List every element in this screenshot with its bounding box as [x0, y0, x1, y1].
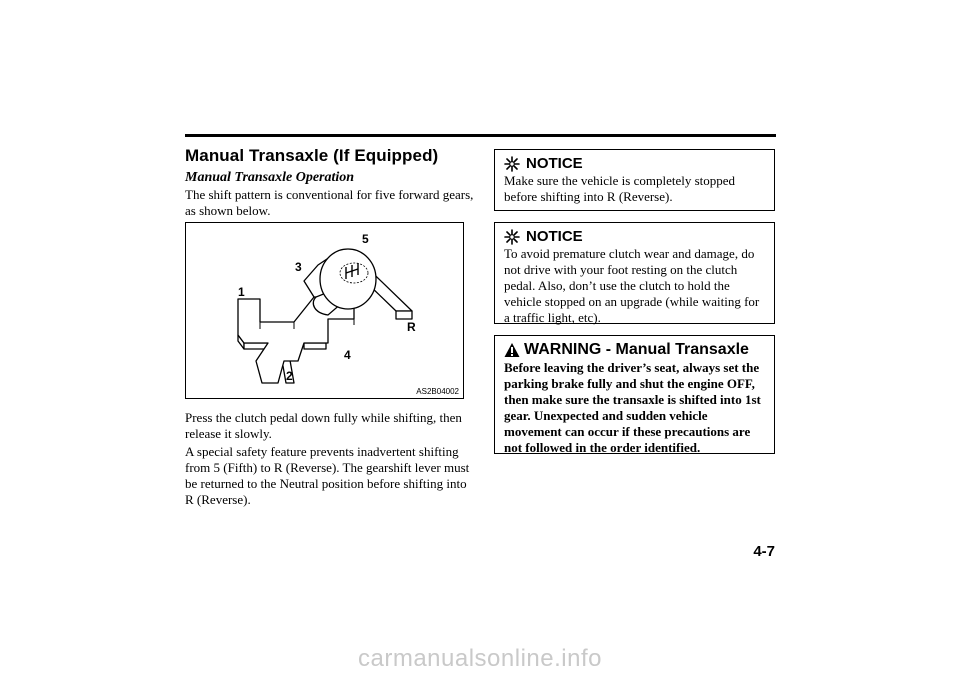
gear-label-4: 4 — [344, 348, 351, 362]
shift-pattern-figure — [185, 222, 464, 399]
gear-label-2: 2 — [286, 369, 293, 383]
notice-heading: NOTICE — [526, 155, 583, 172]
notice-text: Make sure the vehicle is completely stopped before shifting into R (Reverse). — [504, 173, 736, 204]
paragraph-safety-feature: A special safety feature prevents inadvertent shifting from 5 (Fifth) to R (Reverse). The gearshift lever must be returned to the Neutral position before shifting into R (Reverse). — [185, 444, 470, 507]
watermark: carmanualsonline.info — [358, 645, 602, 672]
gear-label-r: R — [407, 320, 416, 334]
notice-heading: NOTICE — [526, 228, 583, 245]
warning-box — [494, 335, 775, 454]
paragraph-clutch: Press the clutch pedal down fully while shifting, then release it slowly. — [185, 410, 462, 441]
warning-text: Before leaving the driver’s seat, always set the parking brake fully and shut the engine OFF, then make sure the transaxle is shifted into 1st gear. Unexpected and sudden vehicle movement can occur if these precautions are not followed in the order identified. — [504, 360, 761, 455]
intro-paragraph: The shift pattern is conventional for five forward gears, as shown below. — [185, 187, 474, 218]
top-rule — [185, 134, 776, 137]
notice-text: To avoid premature clutch wear and damage, do not drive with your foot resting on the clutch pedal. Also, don’t use the clutch to hold the vehicle stopped on an upgrade (while waiting for a traffic light, etc). — [504, 246, 760, 325]
figure-id: AS2B04002 — [416, 387, 459, 396]
notice-cross-icon — [504, 229, 520, 245]
warning-heading: WARNING - Manual Transaxle — [524, 341, 749, 358]
page-number: 4-7 — [753, 543, 775, 560]
warning-triangle-icon — [504, 342, 520, 358]
section-title: Manual Transaxle (If Equipped) — [185, 146, 439, 165]
gear-label-3: 3 — [295, 260, 302, 274]
notice-cross-icon — [504, 156, 520, 172]
notice-box-reverse — [494, 149, 775, 211]
notice-box-clutch — [494, 222, 775, 324]
gear-label-1: 1 — [238, 285, 245, 299]
gear-label-5: 5 — [362, 232, 369, 246]
subheading: Manual Transaxle Operation — [185, 170, 355, 185]
shift-pattern-illustration — [186, 223, 463, 398]
